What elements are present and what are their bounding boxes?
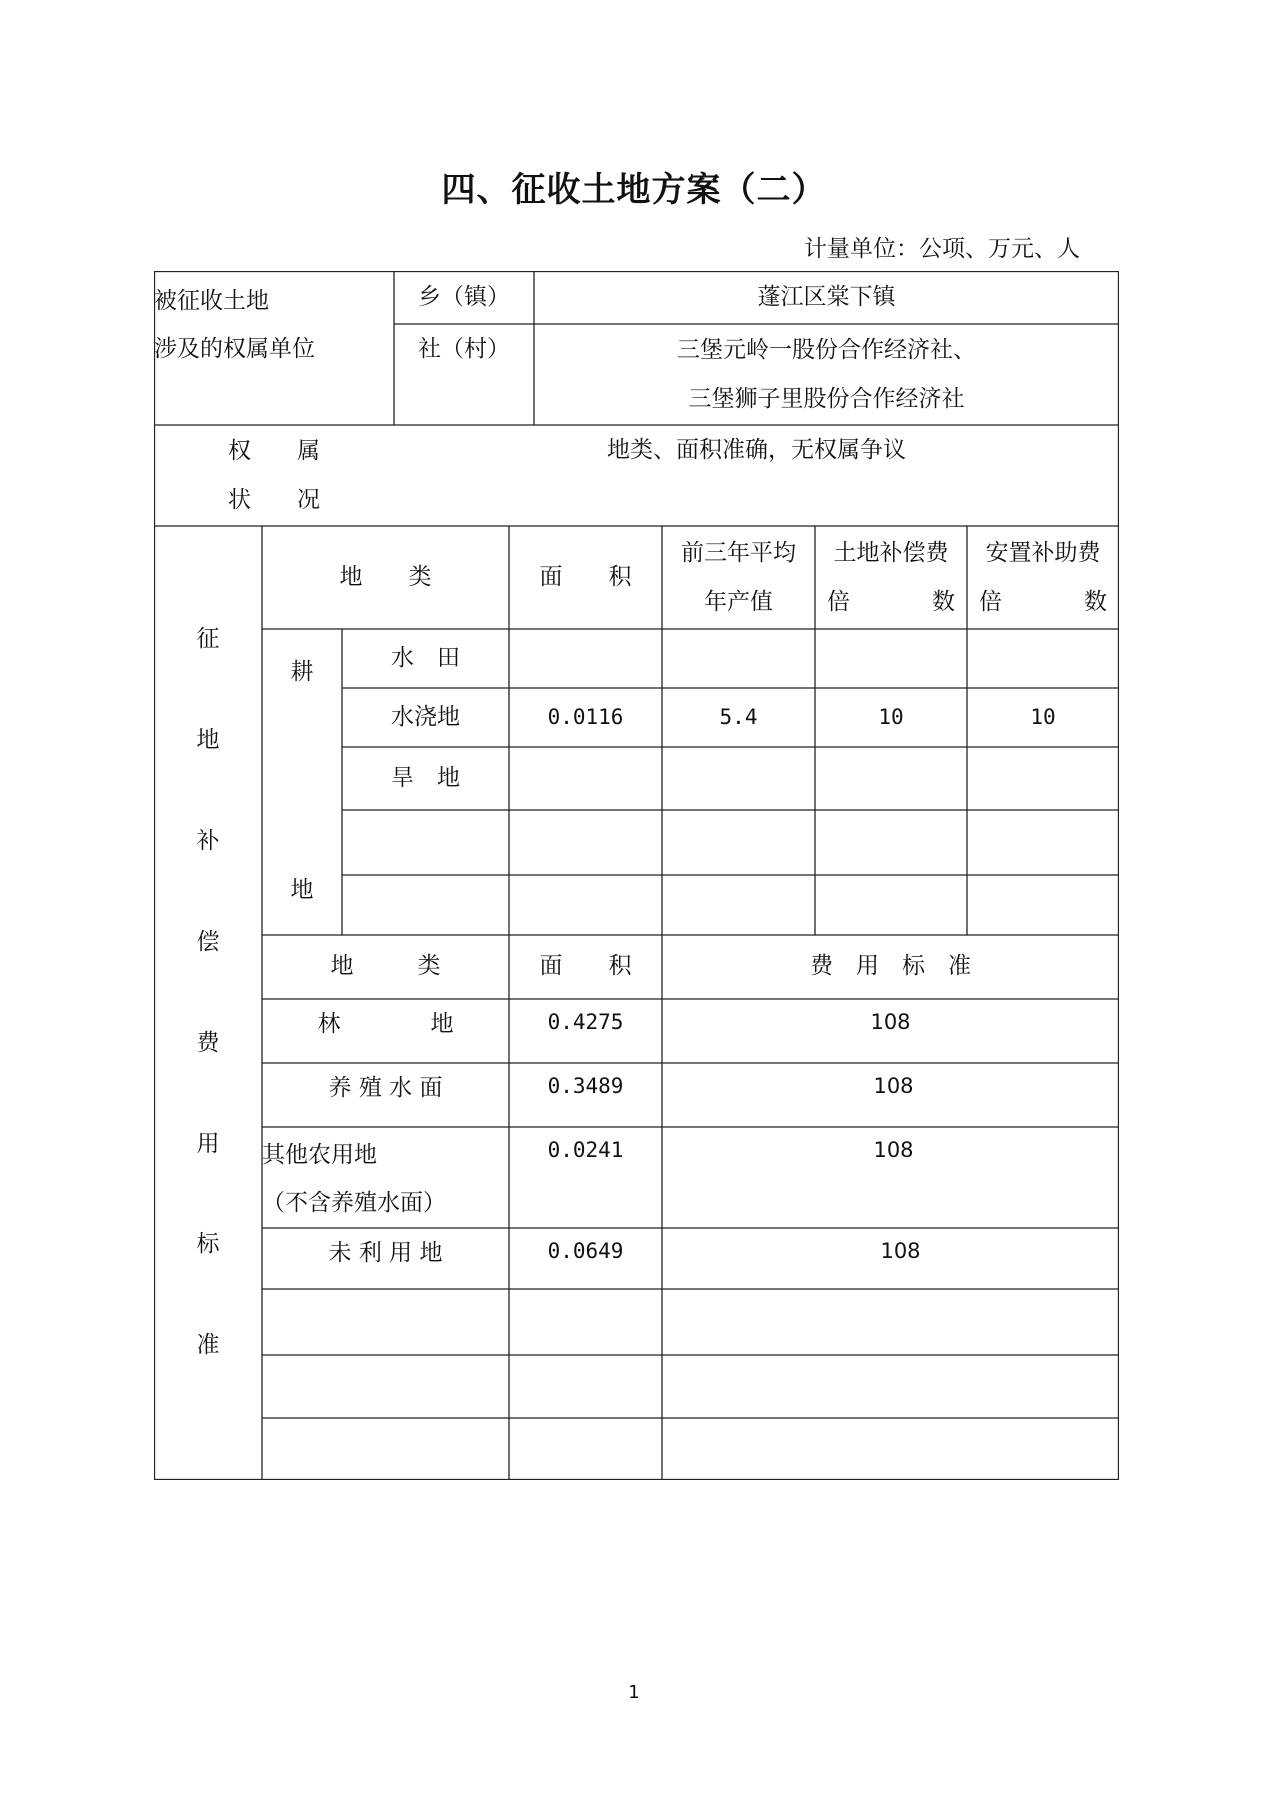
header2-land-type-char: 类 (417, 953, 441, 980)
side-char: 准 (196, 1332, 220, 1359)
side-char: 用 (196, 1130, 220, 1157)
other-row-area: 0.0241 (547, 1138, 624, 1162)
other-row-type-line2: （不含养殖水面） (262, 1190, 446, 1217)
header-resettle-char: 倍 (979, 588, 1002, 615)
document-title: 四、征收土地方案（二） (441, 170, 827, 210)
forest-type-char: 地 (430, 1011, 454, 1037)
header-land-fee-char: 倍 (827, 588, 850, 615)
other-row-area: 0.4275 (547, 1010, 624, 1034)
header2-land-type-char: 地 (330, 953, 354, 980)
compensation-side-label (154, 526, 262, 1480)
header-area: 面 积 (539, 563, 632, 590)
village-line1: 三堡元岭一股份合作经济社、 (677, 337, 976, 364)
page-number: 1 (628, 1682, 640, 1703)
town-label: 乡（镇） (418, 283, 510, 310)
other-row-type (262, 999, 509, 1063)
arable-row-type: 水 田 (391, 644, 460, 671)
owner-label (154, 271, 394, 425)
header-land-type: 地 类 (339, 563, 432, 590)
other-row-type (262, 1127, 509, 1228)
header-resettle-line1: 安置补助费 (985, 540, 1101, 567)
arable-row-area: 0.0116 (547, 704, 624, 729)
status-label (154, 425, 394, 526)
other-row-type: 未 利 用 地 (328, 1240, 443, 1266)
arable-land-label (262, 629, 342, 935)
header2-fee-standard: 费 用 标 准 (810, 953, 971, 980)
other-row-type: 养 殖 水 面 (328, 1075, 443, 1101)
owner-label-line2: 涉及的权属单位 (154, 336, 315, 363)
other-row-area: 0.3489 (547, 1074, 624, 1098)
header-land-fee-line1: 土地补偿费 (833, 540, 949, 567)
status-label-line1: 权 属 (228, 438, 320, 465)
status-label-line2: 状 况 (228, 486, 320, 513)
header-avg-output (662, 526, 815, 629)
unit-note: 计量单位：公项、万元、人 (804, 236, 1080, 262)
other-row-standard: 108 (880, 1239, 921, 1263)
forest-type-char: 林 (317, 1011, 341, 1037)
header2-land-type-text (331, 945, 441, 989)
village-label: 社（村） (418, 336, 510, 362)
status-value: 地类、面积准确，无权属争议 (607, 437, 906, 463)
land-acquisition-table (154, 271, 1119, 1480)
side-char: 标 (196, 1231, 220, 1258)
header-resettle-multiple (967, 526, 1119, 629)
header2-area: 面 积 (539, 953, 632, 980)
arable-row-output: 5.4 (719, 704, 758, 729)
arable-label-top: 耕 (290, 659, 314, 685)
village-value (534, 324, 1119, 425)
header-resettle-char: 数 (1084, 588, 1107, 615)
arable-row-type: 水浇地 (391, 703, 460, 730)
side-char: 偿 (196, 928, 220, 955)
header-avg-output-line1: 前三年平均 (681, 540, 796, 567)
header-land-fee-multiple (815, 526, 967, 629)
other-row-standard: 108 (870, 1010, 911, 1034)
header2-land-type (262, 935, 509, 999)
side-char: 费 (196, 1029, 220, 1056)
header-land-fee-char: 数 (932, 588, 955, 615)
arable-row-resettle-multiple: 10 (1030, 704, 1056, 729)
side-char: 地 (196, 726, 220, 753)
owner-label-line1: 被征收土地 (154, 288, 269, 314)
other-row-area: 0.0649 (547, 1239, 624, 1263)
arable-label-bottom: 地 (290, 877, 314, 904)
village-line2: 三堡狮子里股份合作经济社 (688, 385, 965, 412)
other-row-standard: 108 (873, 1074, 914, 1098)
side-char: 征 (196, 626, 220, 652)
side-char: 补 (196, 827, 220, 854)
arable-row-land-multiple: 10 (878, 704, 904, 729)
header-land-fee-line2 (827, 578, 955, 626)
forest-type-text (318, 1003, 454, 1047)
town-value: 蓬江区棠下镇 (757, 283, 896, 310)
other-row-standard: 108 (873, 1138, 914, 1162)
arable-row-type: 旱 地 (391, 764, 460, 791)
other-row-type-line1: 其他农用地 (262, 1142, 377, 1168)
header-avg-output-line2: 年产值 (704, 588, 773, 615)
header-resettle-line2 (979, 578, 1107, 626)
